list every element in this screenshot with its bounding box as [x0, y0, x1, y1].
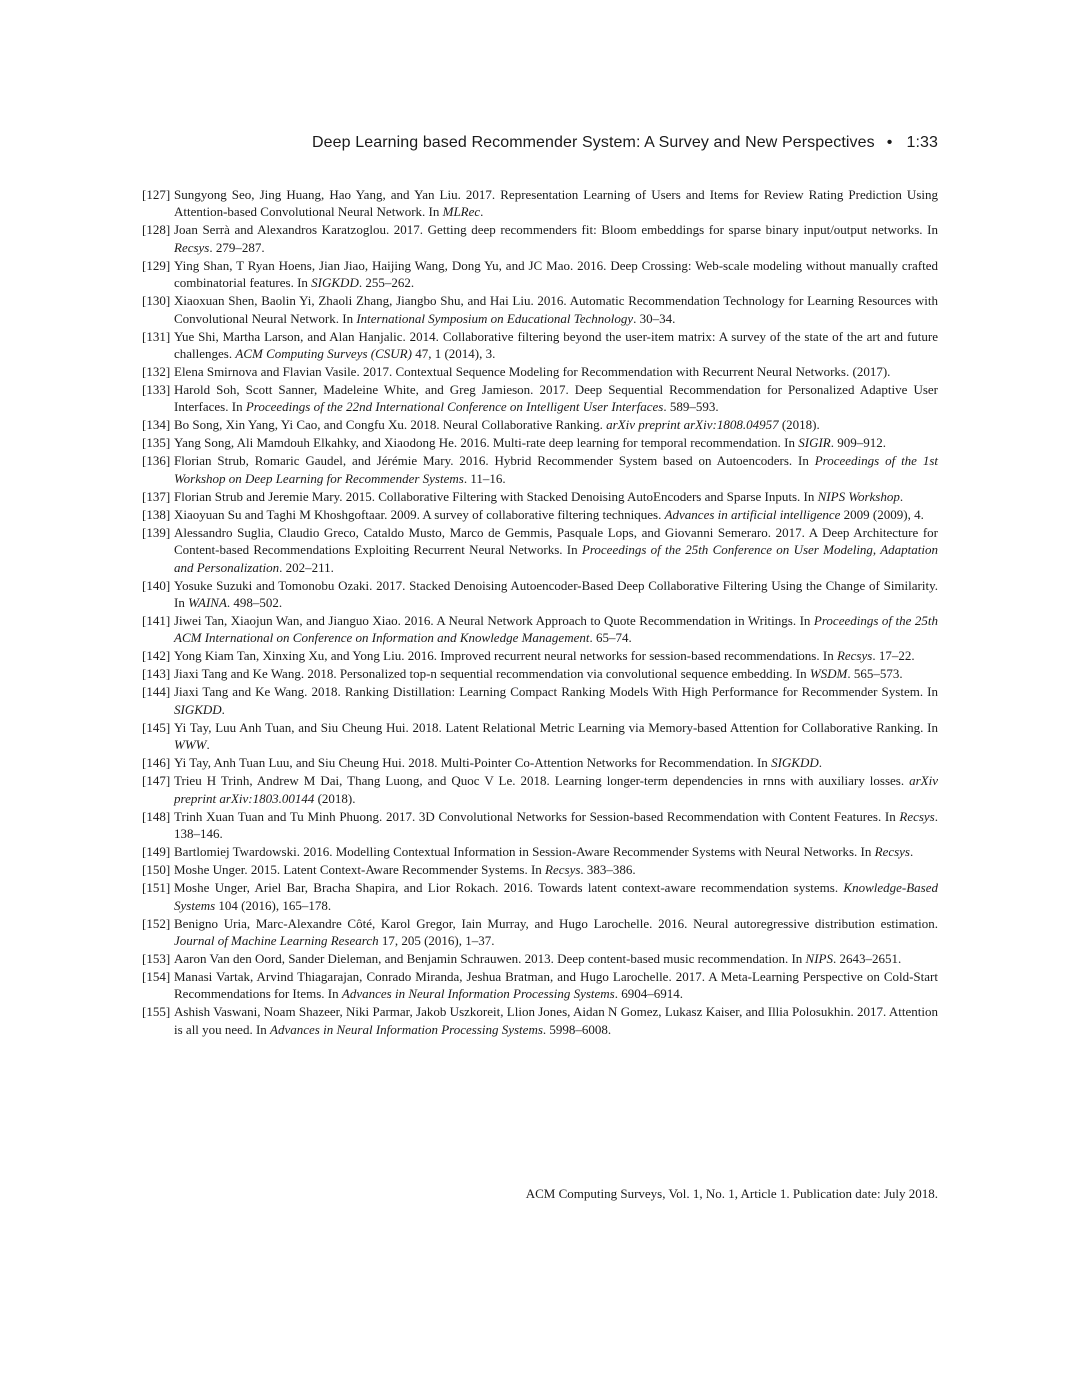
reference-venue: WAINA: [188, 595, 227, 611]
reference-text: [174, 416, 938, 433]
reference-item: [142, 524, 938, 576]
reference-number: [152]: [142, 915, 171, 931]
reference-text: [174, 221, 938, 256]
reference-item: [142, 683, 938, 718]
reference-segment: .: [206, 737, 210, 753]
reference-text: [174, 772, 938, 807]
reference-segment: 104 (2016), 165–178.: [215, 897, 332, 913]
reference-number: [133]: [142, 382, 171, 398]
reference-segment: .: [818, 755, 822, 771]
reference-item: [142, 754, 938, 771]
reference-text: [174, 363, 938, 380]
reference-segment: Joan Serrà and Alexandros Karatzoglou. 2017. Getting deep recommenders fit: Bloom embeddings for sparse binary input/output networks. In: [174, 222, 938, 238]
reference-venue: International Symposium on Educational Technology: [356, 310, 634, 326]
reference-text: [174, 577, 938, 612]
reference-segment: . 255–262.: [358, 275, 415, 291]
reference-text: [174, 647, 938, 664]
reference-text: [174, 1003, 938, 1038]
reference-item: [142, 381, 938, 416]
reference-venue: arXiv preprint arXiv:1803.00144: [174, 773, 938, 806]
reference-number: [130]: [142, 293, 171, 309]
reference-venue: Advances in Neural Information Processing Systems: [270, 1021, 543, 1037]
reference-segment: Bartlomiej Twardowski. 2016. Modelling Contextual Information in Session-Aware Recommender Systems with Neural Networks. In: [174, 844, 875, 860]
reference-segment: Xiaoyuan Su and Taghi M Khoshgoftaar. 2009. A survey of collaborative filtering techniques.: [174, 506, 665, 522]
reference-segment: Yi Tay, Luu Anh Tuan, and Siu Cheung Hui. 2018. Latent Relational Metric Learning via Memory-based Attention for Collaborative Ranking. In: [174, 719, 938, 735]
reference-text: [174, 968, 938, 1003]
reference-segment: . 589–593.: [663, 399, 719, 415]
reference-segment: Aaron Van den Oord, Sander Dieleman, and Benjamin Schrauwen. 2013. Deep content-based music recommendation. In: [174, 950, 806, 966]
reference-item: [142, 719, 938, 754]
reference-segment: . 6904–6914.: [614, 986, 683, 1002]
reference-number: [151]: [142, 880, 171, 896]
reference-text: [174, 808, 938, 843]
reference-venue: Advances in Neural Information Processing Systems: [341, 986, 615, 1002]
reference-segment: . 30–34.: [633, 310, 676, 326]
reference-venue: Proceedings of the 25th ACM International on Conference on Information and Knowledge Management: [174, 613, 938, 646]
reference-segment: Trinh Xuan Tuan and Tu Minh Phuong. 2017. 3D Convolutional Networks for Session-based Recommendation with Content Features. In: [174, 808, 900, 824]
reference-venue: Recsys: [899, 808, 935, 824]
reference-item: [142, 257, 938, 292]
reference-segment: Alessandro Suglia, Claudio Greco, Cataldo Musto, Marco de Gemmis, Pasquale Lops, and Giovanni Semeraro. 2017. A Deep Architecture for Content-based Recommendations Exploiting Recurrent Neural Networks. In: [174, 524, 938, 558]
reference-item: [142, 843, 938, 860]
reference-item: [142, 772, 938, 807]
reference-number: [154]: [142, 968, 171, 984]
reference-segment: . 5998–6008.: [542, 1021, 612, 1037]
reference-item: [142, 1003, 938, 1038]
reference-segment: (2018).: [778, 417, 820, 433]
reference-text: [174, 506, 938, 523]
reference-venue: NIPS Workshop: [817, 488, 900, 504]
reference-venue: SIGIR: [798, 435, 831, 451]
reference-text: [174, 612, 938, 647]
reference-number: [137]: [142, 488, 171, 504]
reference-number: [147]: [142, 773, 171, 789]
reference-number: [155]: [142, 1004, 171, 1020]
reference-segment: 17, 205 (2016), 1–37.: [378, 932, 495, 948]
reference-text: [174, 683, 938, 718]
reference-venue: Proceedings of the 1st Workshop on Deep Learning for Recommender Systems: [174, 453, 939, 486]
reference-segment: Moshe Unger. 2015. Latent Context-Aware Recommender Systems. In: [174, 862, 546, 878]
reference-venue: MLRec: [442, 204, 481, 220]
reference-venue: Advances in artificial intelligence: [664, 506, 841, 522]
reference-number: [144]: [142, 684, 171, 700]
reference-item: [142, 363, 938, 380]
reference-text: [174, 879, 938, 914]
reference-segment: Yue Shi, Martha Larson, and Alan Hanjalic. 2014. Collaborative filtering beyond the user-item matrix: A survey of the state of the art and future challenges.: [174, 328, 938, 362]
page-footer: ACM Computing Surveys, Vol. 1, No. 1, Article 1. Publication date: July 2018.: [525, 1186, 938, 1201]
reference-venue: NIPS: [805, 950, 833, 966]
reference-item: [142, 434, 938, 451]
reference-item: [142, 186, 938, 221]
reference-number: [138]: [142, 506, 171, 522]
reference-item: [142, 665, 938, 682]
reference-segment: Bo Song, Xin Yang, Yi Cao, and Congfu Xu. 2018. Neural Collaborative Ranking.: [174, 417, 607, 433]
reference-venue: Recsys: [836, 648, 873, 664]
reference-list: [142, 186, 938, 1039]
reference-number: [139]: [142, 524, 171, 540]
reference-venue: ACM Computing Surveys (CSUR): [235, 346, 412, 362]
reference-text: [174, 488, 938, 505]
reference-segment: . 11–16.: [463, 470, 506, 486]
reference-segment: . 909–912.: [830, 435, 886, 451]
reference-item: [142, 416, 938, 433]
reference-segment: . 565–573.: [847, 666, 903, 682]
reference-number: [136]: [142, 453, 171, 469]
reference-venue: Recsys: [874, 844, 910, 860]
reference-segment: Benigno Uria, Marc-Alexandre Côté, Karol Gregor, Iain Murray, and Hugo Larochelle. 2016. Neural autoregressive distribution estimation.: [174, 915, 938, 931]
reference-item: [142, 577, 938, 612]
reference-item: [142, 452, 938, 487]
reference-segment: .: [910, 844, 914, 860]
reference-segment: Ying Shan, T Ryan Hoens, Jian Jiao, Haijing Wang, Dong Yu, and JC Mao. 2016. Deep Crossing: Web-scale modeling without manually crafted combinatorial features. In: [174, 257, 938, 291]
reference-number: [135]: [142, 435, 171, 451]
reference-venue: Proceedings of the 25th Conference on User Modeling, Adaptation and Personalization: [174, 542, 938, 575]
reference-segment: .: [480, 204, 484, 220]
reference-segment: . 202–211.: [279, 559, 334, 575]
reference-item: [142, 292, 938, 327]
reference-number: [127]: [142, 187, 171, 202]
reference-item: [142, 808, 938, 843]
reference-text: [174, 861, 938, 878]
reference-venue: Recsys: [545, 862, 581, 878]
reference-venue: SIGKDD: [311, 275, 359, 291]
reference-number: [128]: [142, 222, 171, 238]
reference-segment: Harold Soh, Scott Sanner, Madeleine White, and Greg Jamieson. 2017. Deep Sequential Recommendation for Personalized Adaptive User Interfaces. In: [174, 382, 938, 415]
reference-number: [142]: [142, 648, 171, 664]
reference-venue: WWW: [174, 737, 207, 753]
reference-venue: SIGKDD: [771, 755, 819, 771]
reference-number: [145]: [142, 719, 171, 735]
reference-venue: SIGKDD: [174, 701, 222, 717]
reference-segment: Florian Strub and Jeremie Mary. 2015. Collaborative Filtering with Stacked Denoising AutoEncoders and Sparse Inputs. In: [174, 488, 818, 504]
reference-item: [142, 612, 938, 647]
reference-text: [174, 754, 938, 771]
reference-segment: Yosuke Suzuki and Tomonobu Ozaki. 2017. Stacked Denoising Autoencoder-Based Deep Collaborative Filtering Using the Change of Similarity. In: [174, 577, 938, 611]
reference-number: [148]: [142, 808, 171, 824]
reference-text: [174, 665, 938, 682]
reference-number: [140]: [142, 577, 171, 593]
reference-segment: Jiaxi Tang and Ke Wang. 2018. Ranking Distillation: Learning Compact Ranking Models With High Performance for Recommender System. In: [174, 684, 938, 700]
reference-segment: . 138–146.: [174, 808, 938, 842]
page-number: 1:33: [906, 134, 938, 151]
reference-item: [142, 915, 938, 950]
header-separator: •: [886, 134, 893, 151]
reference-segment: .: [899, 488, 904, 504]
reference-text: [174, 524, 938, 576]
reference-text: [174, 381, 938, 416]
reference-text: [174, 915, 938, 950]
reference-number: [153]: [142, 950, 171, 966]
reference-text: [174, 950, 938, 967]
reference-text: [174, 292, 938, 327]
reference-item: [142, 879, 938, 914]
reference-number: [129]: [142, 257, 171, 273]
reference-item: [142, 647, 938, 664]
reference-segment: Sungyong Seo, Jing Huang, Hao Yang, and Yan Liu. 2017. Representation Learning of Users and Items for Review Rating Prediction Using Attention-based Convolutional Neural Network. In: [174, 187, 938, 220]
reference-segment: . 498–502.: [226, 595, 283, 611]
reference-text: [174, 434, 938, 451]
reference-item: [142, 968, 938, 1003]
reference-segment: Jiwei Tan, Xiaojun Wan, and Jianguo Xiao. 2016. A Neural Network Approach to Quote Recommendation in Writings. In: [174, 613, 814, 629]
reference-segment: Florian Strub, Romaric Gaudel, and Jérémie Mary. 2016. Hybrid Recommender System based on Autoencoders. In: [174, 453, 815, 469]
reference-segment: Xiaoxuan Shen, Baolin Yi, Zhaoli Zhang, Jiangbo Shu, and Hai Liu. 2016. Automatic Recommendation Technology for Learning Resources with Convolutional Neural Network. In: [174, 293, 938, 326]
reference-venue: Proceedings of the 22nd International Conference on Intelligent User Interfaces: [245, 399, 664, 415]
reference-text: [174, 452, 938, 487]
running-title: Deep Learning based Recommender System: A Survey and New Perspectives: [312, 134, 875, 151]
reference-item: [142, 221, 938, 256]
reference-number: [134]: [142, 417, 171, 433]
reference-segment: Elena Smirnova and Flavian Vasile. 2017. Contextual Sequence Modeling for Recommendation with Recurrent Neural Networks. (2017).: [174, 364, 891, 380]
reference-item: [142, 488, 938, 505]
reference-item: [142, 328, 938, 363]
reference-segment: Manasi Vartak, Arvind Thiagarajan, Conrado Miranda, Jeshua Bratman, and Hugo Larochelle. 2017. A Meta-Learning Perspective on Cold-Start Recommendations for Items. In: [174, 968, 938, 1002]
reference-segment: . 279–287.: [209, 239, 265, 255]
reference-segment: Jiaxi Tang and Ke Wang. 2018. Personalized top-n sequential recommendation via convolutional sequence embedding. In: [174, 666, 810, 682]
reference-segment: Trieu H Trinh, Andrew M Dai, Thang Luong, and Quoc V Le. 2018. Learning longer-term dependencies in rnns with auxiliary losses.: [174, 773, 910, 789]
reference-number: [131]: [142, 328, 171, 344]
reference-segment: . 383–386.: [580, 862, 636, 878]
reference-venue: arXiv preprint arXiv:1808.04957: [606, 417, 779, 433]
reference-segment: 2009 (2009), 4.: [840, 506, 924, 522]
reference-number: [150]: [142, 862, 171, 878]
reference-number: [146]: [142, 755, 171, 771]
reference-text: [174, 186, 938, 221]
reference-segment: Yang Song, Ali Mamdouh Elkahky, and Xiaodong He. 2016. Multi-rate deep learning for temporal recommendation. In: [174, 435, 799, 451]
reference-number: [149]: [142, 844, 171, 860]
reference-segment: 47, 1 (2014), 3.: [411, 346, 496, 362]
reference-venue: Knowledge-Based Systems: [174, 880, 938, 913]
reference-number: [143]: [142, 666, 171, 682]
reference-number: [132]: [142, 364, 171, 380]
reference-item: [142, 861, 938, 878]
reference-item: [142, 506, 938, 523]
reference-venue: WSDM: [809, 666, 848, 682]
reference-venue: Journal of Machine Learning Research: [174, 932, 379, 948]
reference-segment: Moshe Unger, Ariel Bar, Bracha Shapira, and Lior Rokach. 2016. Towards latent context-aware recommendation systems.: [174, 880, 844, 896]
running-header: [142, 134, 938, 152]
reference-segment: (2018).: [314, 790, 356, 806]
reference-venue: Recsys: [174, 239, 210, 255]
reference-text: [174, 257, 938, 292]
reference-segment: Yi Tay, Anh Tuan Luu, and Siu Cheung Hui. 2018. Multi-Pointer Co-Attention Networks for Recommendation. In: [174, 755, 772, 771]
reference-segment: Yong Kiam Tan, Xinxing Xu, and Yong Liu. 2016. Improved recurrent neural networks for session-based recommendations. In: [174, 648, 837, 664]
reference-text: [174, 328, 938, 363]
reference-number: [141]: [142, 613, 171, 629]
reference-text: [174, 719, 938, 754]
reference-segment: . 17–22.: [872, 648, 915, 664]
reference-segment: . 65–74.: [589, 630, 632, 646]
reference-text: [174, 843, 938, 860]
reference-item: [142, 950, 938, 967]
reference-segment: Ashish Vaswani, Noam Shazeer, Niki Parmar, Jakob Uszkoreit, Llion Jones, Aidan N Gomez, Lukasz Kaiser, and Illia Polosukhin. 2017. Attention is all you need. In: [174, 1004, 938, 1037]
reference-segment: .: [221, 701, 225, 717]
reference-segment: . 2643–2651.: [832, 950, 902, 966]
